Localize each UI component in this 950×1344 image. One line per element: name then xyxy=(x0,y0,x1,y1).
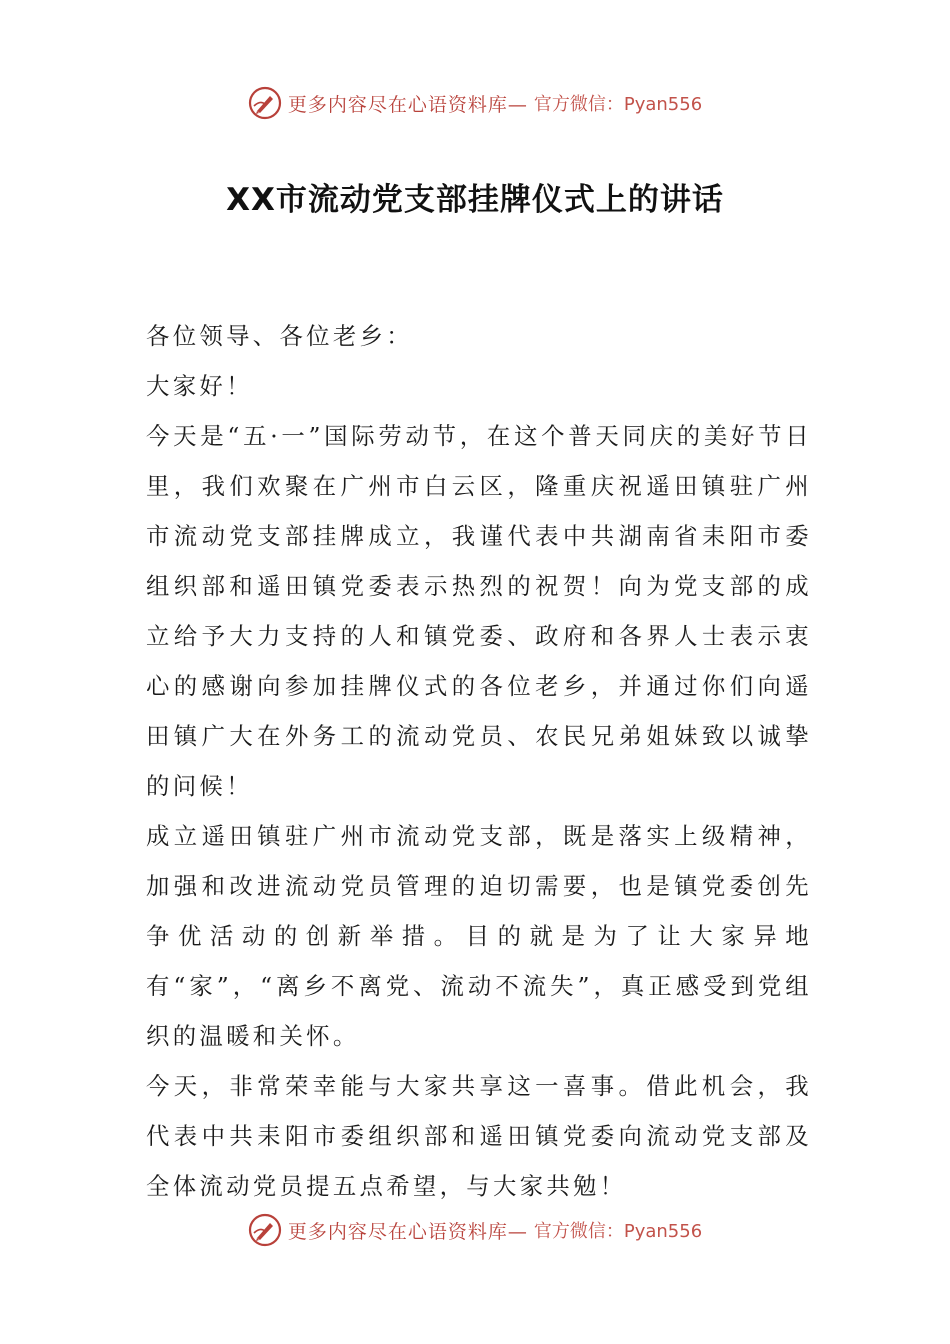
pen-logo-icon xyxy=(248,1213,282,1247)
paragraph: 今天，非常荣幸能与大家共享这一喜事。借此机会，我代表中共耒阳市委组织部和遥田镇党委向流动党支部及全体流动党员提五点希望，与大家共勉！ xyxy=(146,1072,812,1200)
document-title: XX市流动党支部挂牌仪式上的讲话 xyxy=(226,182,724,218)
footer-watermark xyxy=(0,1210,950,1250)
paragraph: 成立遥田镇驻广州市流动党支部，既是落实上级精神，加强和改进流动党员管理的迫切需要，也是镇党委创先争优活动的创新举措。目的就是为了让大家异地有“家”，“离乡不离党、流动不流失”，真正感受到党组织的温暖和关怀。 xyxy=(146,822,812,1050)
document-body xyxy=(146,311,812,1211)
greeting: 大家好！ xyxy=(146,372,253,400)
watermark-text: 更多内容尽在心语资料库— xyxy=(287,1220,528,1243)
watermark-text: 更多内容尽在心语资料库— xyxy=(287,93,528,116)
paragraph: 今天是“五·一”国际劳动节，在这个普天同庆的美好节日里，我们欢聚在广州市白云区，隆重庆祝遥田镇驻广州市流动党支部挂牌成立，我谨代表中共湖南省耒阳市委组织部和遥田镇党委表示热烈的祝贺！向为党支部的成立给予大力支持的人和镇党委、政府和各界人士表示衷心的感谢向参加挂牌仪式的各位老乡，并通过你们向遥田镇广大在外务工的流动党员、农民兄弟姐妹致以诚挚的问候！ xyxy=(146,422,812,800)
watermark-official: 官方微信：Pyan556 xyxy=(533,1221,703,1242)
watermark-official: 官方微信：Pyan556 xyxy=(533,94,703,115)
header-watermark xyxy=(0,83,950,123)
salutation: 各位领导、各位老乡： xyxy=(146,322,413,350)
pen-logo-icon xyxy=(248,86,282,120)
